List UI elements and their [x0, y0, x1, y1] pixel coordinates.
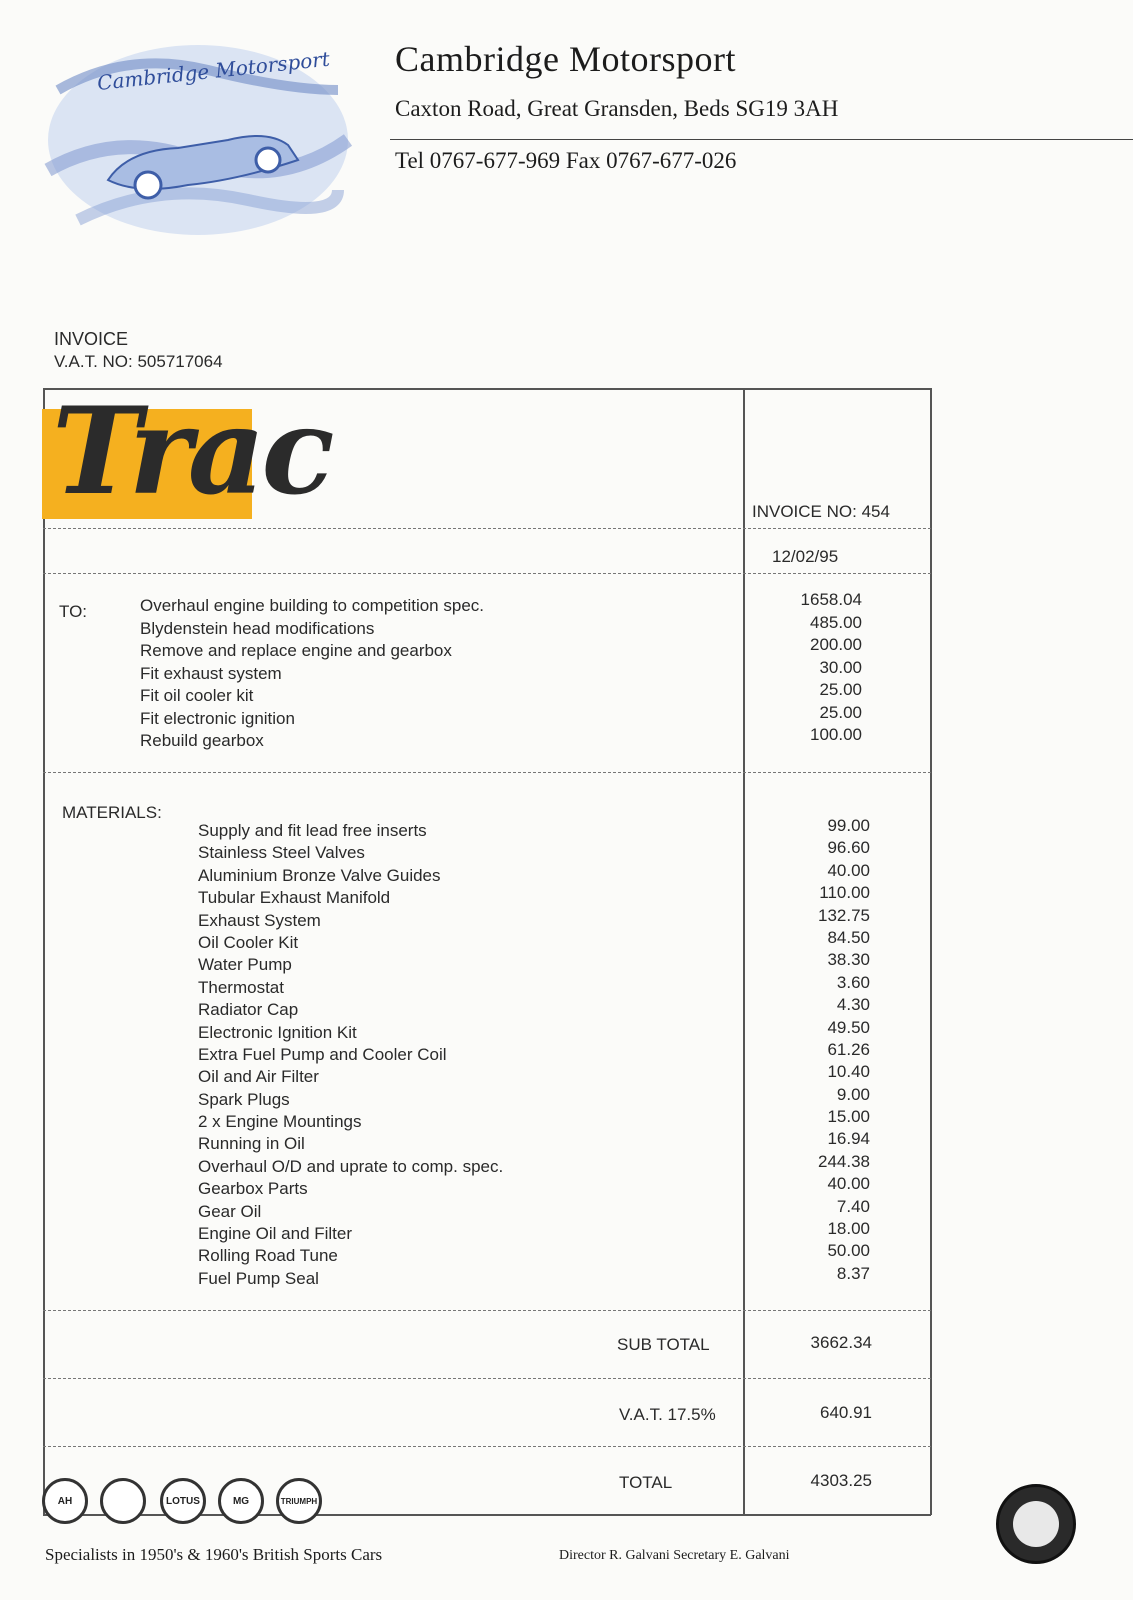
- labour-item: Remove and replace engine and gearbox: [140, 641, 452, 660]
- vat-number: V.A.T. NO: 505717064: [54, 352, 223, 371]
- mg-badge-icon: MG: [218, 1478, 264, 1524]
- row-divider: [43, 1378, 931, 1380]
- labour-amount: 100.00: [810, 725, 862, 744]
- row-divider: [43, 1310, 931, 1312]
- total-label: TOTAL: [619, 1473, 673, 1492]
- material-amount: 50.00: [827, 1241, 870, 1261]
- invoice-number: INVOICE NO: 454: [752, 502, 890, 521]
- material-item: Gear Oil: [198, 1201, 262, 1221]
- material-item: Spark Plugs: [198, 1089, 290, 1109]
- labour-amount: 25.00: [819, 702, 862, 722]
- lotus-badge-icon: LOTUS: [160, 1478, 206, 1524]
- labour-item: Fit exhaust system: [140, 663, 282, 683]
- brand-mark: Trac: [52, 381, 331, 522]
- material-amount: 8.37: [836, 1263, 870, 1283]
- material-amount: 40.00: [827, 860, 870, 880]
- brand-sticker: [42, 381, 331, 522]
- vat-label: V.A.T. 17.5%: [619, 1405, 716, 1424]
- material-amount: 15.00: [827, 1107, 870, 1127]
- footer-officers: Director R. Galvani Secretary E. Galvani: [559, 1548, 790, 1563]
- material-amount: 16.94: [827, 1129, 870, 1149]
- material-amount: 40.00: [827, 1174, 870, 1194]
- material-amount: 96.60: [827, 838, 870, 858]
- material-amount: 244.38: [818, 1151, 870, 1171]
- labour-label: TO:: [59, 602, 88, 621]
- material-item: Aluminium Bronze Valve Guides: [198, 865, 441, 885]
- jaguar-badge-icon: [100, 1478, 146, 1524]
- labour-amount: 200.00: [810, 635, 862, 654]
- company-contact: Tel 0767-677-969 Fax 0767-677-026: [395, 148, 737, 173]
- row-divider: [43, 528, 931, 530]
- materials-label: MATERIALS:: [62, 803, 162, 822]
- material-item: Engine Oil and Filter: [198, 1224, 353, 1244]
- labour-amounts: [742, 590, 862, 748]
- material-amount: 110.00: [819, 883, 870, 903]
- material-item: Running in Oil: [198, 1134, 305, 1154]
- material-amount: 10.40: [827, 1062, 870, 1082]
- material-item: Electronic Ignition Kit: [198, 1022, 357, 1042]
- row-divider: [43, 573, 931, 575]
- company-name: Cambridge Motorsport: [395, 39, 736, 79]
- material-item: Water Pump: [198, 955, 292, 975]
- material-amount: 3.60: [836, 972, 870, 992]
- material-item: Oil and Air Filter: [198, 1067, 319, 1087]
- labour-amount: 485.00: [810, 612, 862, 632]
- header-rule: [390, 139, 1133, 140]
- material-amount: 4.30: [836, 995, 870, 1015]
- material-amount: 38.30: [827, 950, 870, 970]
- labour-list: [140, 596, 484, 754]
- frame-left: [43, 388, 45, 1515]
- row-divider: [43, 772, 931, 774]
- company-address: Caxton Road, Great Gransden, Beds SG19 3AH: [395, 96, 839, 121]
- material-amount: 84.50: [827, 927, 870, 947]
- labour-amount: 25.00: [819, 680, 862, 699]
- labour-item: Fit electronic ignition: [140, 708, 295, 728]
- labour-amount: 1658.04: [800, 590, 862, 609]
- material-item: Thermostat: [198, 977, 284, 997]
- logo-text: Cambridge Motorsport: [96, 46, 331, 95]
- subtotal-label: SUB TOTAL: [617, 1335, 710, 1354]
- materials-list: [198, 821, 503, 1291]
- labour-amount: 30.00: [819, 657, 862, 677]
- material-amount: 99.00: [827, 816, 870, 835]
- frame-right: [930, 388, 932, 1515]
- material-amount: 18.00: [827, 1219, 870, 1239]
- material-item: Supply and fit lead free inserts: [198, 821, 427, 840]
- material-item: Fuel Pump Seal: [198, 1268, 319, 1288]
- labour-item: Overhaul engine building to competition spec.: [140, 596, 484, 615]
- total-value: 4303.25: [810, 1471, 872, 1490]
- column-divider: [743, 388, 745, 1515]
- material-item: Extra Fuel Pump and Cooler Coil: [198, 1044, 447, 1064]
- material-amount: 132.75: [818, 905, 870, 925]
- material-amount: 9.00: [836, 1084, 870, 1104]
- labour-item: Fit oil cooler kit: [140, 686, 254, 705]
- triumph-badge-icon: TRIUMPH: [276, 1478, 322, 1524]
- row-divider: [43, 1446, 931, 1448]
- guild-seal-icon: [996, 1484, 1076, 1564]
- invoice-date: 12/02/95: [772, 547, 839, 566]
- material-item: Overhaul O/D and uprate to comp. spec.: [198, 1156, 504, 1176]
- material-amount: 7.40: [836, 1196, 870, 1216]
- material-item: Stainless Steel Valves: [198, 843, 365, 863]
- material-item: Radiator Cap: [198, 1000, 299, 1020]
- material-amount: 61.26: [827, 1039, 870, 1059]
- austin-healey-badge-icon: AH: [42, 1478, 88, 1524]
- vat-value: 640.91: [820, 1403, 872, 1422]
- material-item: Exhaust System: [198, 910, 321, 930]
- company-logo: [38, 30, 358, 255]
- material-item: Oil Cooler Kit: [198, 932, 299, 952]
- labour-item: Blydenstein head modifications: [140, 618, 375, 638]
- footer-tagline: Specialists in 1950's & 1960's British Sports Cars: [45, 1545, 383, 1564]
- material-amount: 49.50: [827, 1017, 870, 1037]
- materials-amounts: [750, 816, 870, 1286]
- labour-item: Rebuild gearbox: [140, 731, 264, 750]
- material-item: Tubular Exhaust Manifold: [198, 888, 391, 908]
- material-item: 2 x Engine Mountings: [198, 1112, 362, 1132]
- material-item: Rolling Road Tune: [198, 1246, 338, 1266]
- material-item: Gearbox Parts: [198, 1179, 308, 1199]
- document-title: INVOICE: [54, 329, 129, 349]
- subtotal-value: 3662.34: [810, 1333, 872, 1352]
